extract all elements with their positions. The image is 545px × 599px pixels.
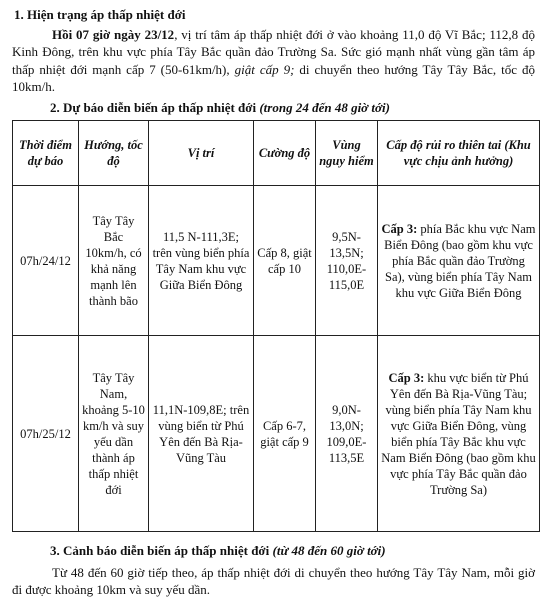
header-direction: Hướng, tốc độ bbox=[79, 121, 149, 186]
row-2-risk-level: Cấp 3: bbox=[388, 370, 425, 385]
row-2-risk-text: khu vực biển từ Phú Yên đến Bà Rịa-Vũng Tàu; vùng biển phía Tây Nam khu vực Giữa Biển Đông, vùng biển phía Tây Bắc khu vực Nam Biển Đông (bao gồm khu vực phía Tây Bắc quần đảo Trường Sa) bbox=[381, 370, 536, 497]
section-3-heading-text: 3. Cảnh báo diễn biến áp thấp nhiệt đới bbox=[50, 543, 270, 559]
row-1-risk bbox=[378, 186, 540, 336]
header-position: Vị trí bbox=[149, 121, 254, 186]
row-2-position: 11,1N-109,8E; trên vùng biển từ Phú Yên đến Bà Rịa-Vũng Tàu bbox=[149, 336, 254, 532]
section-1-text-end: di chuyển theo hướng Tây Tây Bắc, tốc độ 10km/h. bbox=[12, 61, 536, 95]
row-2-direction: Tây Tây Nam, khoảng 5-10 km/h và suy yếu dần thành áp thấp nhiệt đới bbox=[79, 336, 149, 532]
section-1-paragraph bbox=[12, 26, 535, 96]
row-2-time: 07h/25/12 bbox=[13, 336, 79, 532]
section-2-heading-italic: (trong 24 đến 48 giờ tới) bbox=[259, 99, 390, 115]
table-row bbox=[13, 186, 540, 336]
section-3-heading bbox=[50, 542, 535, 560]
section-2-heading bbox=[50, 99, 535, 117]
row-2-strength: Cấp 6-7, giật cấp 9 bbox=[254, 336, 316, 532]
row-1-strength: Cấp 8, giật cấp 10 bbox=[254, 186, 316, 336]
section-3-paragraph: Từ 48 đến 60 giờ tiếp theo, áp thấp nhiệt đới di chuyển theo hướng Tây Tây Nam, mỗi giờ đi được khoảng 10km và suy yếu dần. bbox=[12, 564, 535, 598]
row-1-risk-text: phía Bắc khu vực Nam Biển Đông (bao gồm khu vực phía Bắc quần đảo Trường Sa), vùng biển phía Tây Nam khu vực Giữa Biển Đông bbox=[384, 221, 536, 300]
section-1-text: , vị trí tâm áp thấp nhiệt đới ở vào khoảng 11,0 độ Vĩ Bắc; 112,8 độ Kinh Đông, trên khu vực phía Tây Bắc quần đảo Trường Sa. Sức gió mạnh nhất vùng gần tâm áp thấp nhiệt đới mạnh cấp 7 (50-61km/h), bbox=[12, 26, 535, 77]
header-risk: Cấp độ rủi ro thiên tai (Khu vực chịu ảnh hưởng) bbox=[378, 121, 540, 186]
section-3-heading-italic: (từ 48 đến 60 giờ tới) bbox=[272, 543, 386, 559]
row-1-position: 11,5 N-111,3E; trên vùng biển phía Tây Nam khu vực Giữa Biển Đông bbox=[149, 186, 254, 336]
forecast-table bbox=[12, 120, 540, 532]
row-1-zone: 9,5N-13,5N; 110,0E-115,0E bbox=[316, 186, 378, 336]
row-1-time: 07h/24/12 bbox=[13, 186, 79, 336]
row-1-risk-level: Cấp 3: bbox=[381, 221, 418, 236]
header-zone: Vùng nguy hiểm bbox=[316, 121, 378, 186]
section-1-heading: 1. Hiện trạng áp thấp nhiệt đới bbox=[14, 7, 186, 22]
header-strength: Cường độ bbox=[254, 121, 316, 186]
row-2-zone: 9,0N-13,0N; 109,0E-113,5E bbox=[316, 336, 378, 532]
section-1-gust: giật cấp 9; bbox=[234, 61, 295, 77]
row-1-direction: Tây Tây Bắc 10km/h, có khả năng mạnh lên thành bão bbox=[79, 186, 149, 336]
header-time: Thời điểm dự báo bbox=[13, 121, 79, 186]
section-2-heading-text: 2. Dự báo diễn biến áp thấp nhiệt đới bbox=[50, 99, 257, 115]
table-row bbox=[13, 336, 540, 532]
table-header-row bbox=[13, 121, 540, 186]
row-2-risk bbox=[378, 336, 540, 532]
section-1-time: Hồi 07 giờ ngày 23/12 bbox=[52, 26, 175, 42]
